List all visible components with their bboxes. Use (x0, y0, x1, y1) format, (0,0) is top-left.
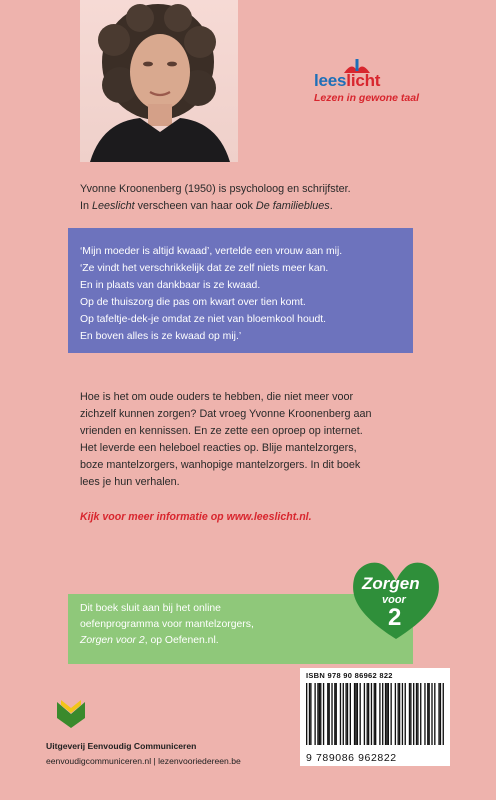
barcode-bar (331, 683, 332, 745)
barcode-bar (364, 683, 365, 745)
quote-line: Op de thuiszorg die pas om kwart over tien komt. (80, 297, 306, 309)
barcode-bar (350, 683, 351, 745)
bio-line-2-post: . (329, 200, 333, 212)
blurb-line: lees je hun verhalen. (80, 476, 180, 488)
barcode-bar (438, 683, 439, 745)
bio-line-2-mid: verscheen van haar ook (134, 200, 256, 212)
leeslicht-tagline: Lezen in gewone taal (314, 92, 420, 104)
bio-line-2 (80, 198, 420, 215)
blurb-line: Het leverde een heleboel reacties op. Blije mantelzorgers, (80, 442, 357, 454)
blurb-line: vrienden en kennissen. En ze zette een oproep op internet. (80, 425, 363, 437)
barcode-bar (440, 683, 441, 745)
barcode-bar (306, 683, 307, 745)
program-line-3-post: , op Oefenen.nl. (144, 634, 219, 646)
barcode-bar (367, 683, 368, 745)
barcode-bar (323, 683, 324, 745)
barcode-bar (409, 683, 410, 745)
quote-line: En boven alles is ze kwaad op mij.’ (80, 331, 242, 343)
barcode-bar (427, 683, 428, 745)
barcode-bar (405, 683, 406, 745)
barcode-bar (334, 683, 335, 745)
barcode-bar (399, 683, 400, 745)
barcode-bar (309, 683, 310, 745)
blurb-line: zichzelf kunnen zorgen? Dat vroeg Yvonne Kroonenberg aan (80, 408, 372, 420)
publisher-urls[interactable]: eenvoudigcommuniceren.nl | lezenvooriedereen.be (46, 756, 241, 766)
barcode-bar (371, 683, 372, 745)
barcode (300, 668, 450, 766)
barcode-bar (388, 683, 389, 745)
barcode-digits: 9 789086 962822 (306, 752, 397, 764)
blurb-line: Hoe is het om oude ouders te hebben, die niet meer voor (80, 391, 354, 403)
isbn-number: ISBN 978 90 86962 822 (306, 671, 393, 680)
barcode-bar (413, 683, 414, 745)
barcode-bar (327, 683, 328, 745)
quote-box (68, 228, 413, 353)
barcode-bar (310, 683, 311, 745)
barcode-bar (443, 683, 444, 745)
barcode-bar (431, 683, 432, 745)
barcode-bar (420, 683, 421, 745)
barcode-bar (329, 683, 330, 745)
barcode-bar (314, 683, 315, 745)
wordmark-part2: licht (346, 71, 381, 90)
wordmark-part1: lees (314, 71, 347, 90)
barcode-bar (360, 683, 361, 745)
barcode-bar (395, 683, 396, 745)
barcode-bar (357, 683, 358, 745)
heart-number: 2 (388, 604, 402, 631)
publisher-logo-icon (55, 696, 87, 730)
barcode-bar (434, 683, 435, 745)
barcode-bar (402, 683, 403, 745)
quote-line: ‘Ze vindt het verschrikkelijk dat ze zelf niets meer kan. (80, 263, 329, 275)
leeslicht-wordmark (314, 71, 380, 91)
program-line-1: Dit boek sluit aan bij het online (80, 603, 221, 614)
barcode-bar (375, 683, 376, 745)
leeslicht-logo (314, 57, 474, 107)
barcode-bars (306, 683, 444, 745)
bio-line-1: Yvonne Kroonenberg (1950) is psycholoog en schrijfster. (80, 183, 351, 195)
barcode-bar (417, 683, 418, 745)
quote-line: En in plaats van dankbaar is ze kwaad. (80, 280, 261, 292)
barcode-bar (347, 683, 348, 745)
barcode-bar (340, 683, 341, 745)
author-photo (80, 0, 238, 162)
bio-line-2-pre: In (80, 200, 93, 212)
heart-word-1: Zorgen (362, 574, 420, 593)
program-name: Zorgen voor 2 (80, 634, 145, 646)
bio-book-title: De familieblues (255, 200, 330, 212)
barcode-bar (379, 683, 380, 745)
barcode-bar (416, 683, 417, 745)
barcode-bar (390, 683, 391, 745)
barcode-bar (336, 683, 337, 745)
program-line-2: oefenprogramma voor mantelzorgers, (80, 618, 254, 630)
quote-line: ‘Mijn moeder is altijd kwaad’, vertelde een vrouw aan mij. (80, 246, 343, 257)
heart-word-2: voor (382, 594, 406, 606)
barcode-bar (374, 683, 375, 745)
barcode-bar (355, 683, 356, 745)
barcode-bar (424, 683, 425, 745)
heart-icon (348, 555, 444, 641)
barcode-bar (317, 683, 318, 745)
barcode-bar (410, 683, 411, 745)
barcode-bar (385, 683, 386, 745)
blurb (80, 389, 430, 491)
barcode-bar (343, 683, 344, 745)
barcode-bar (368, 683, 369, 745)
publisher-name: Uitgeverij Eenvoudig Communiceren (46, 741, 197, 751)
author-bio (80, 181, 420, 215)
barcode-bar (345, 683, 346, 745)
barcode-bar (382, 683, 383, 745)
author-portrait-image (80, 0, 238, 162)
barcode-bar (354, 683, 355, 745)
zorgen-voor-2-logo (348, 555, 444, 641)
quote-line: Op tafeltje-dek-je omdat ze niet van bloemkool houdt. (80, 314, 327, 326)
barcode-bar (320, 683, 321, 745)
blurb-line: boze mantelzorgers, wanhopige mantelzorgers. In dit boek (80, 459, 361, 471)
bio-series-title: Leeslicht (92, 200, 135, 212)
barcode-bar (398, 683, 399, 745)
info-link[interactable]: Kijk voor meer informatie op www.leeslicht.nl. (80, 511, 312, 523)
barcode-bar (429, 683, 430, 745)
barcode-bar (386, 683, 387, 745)
barcode-bar (319, 683, 320, 745)
